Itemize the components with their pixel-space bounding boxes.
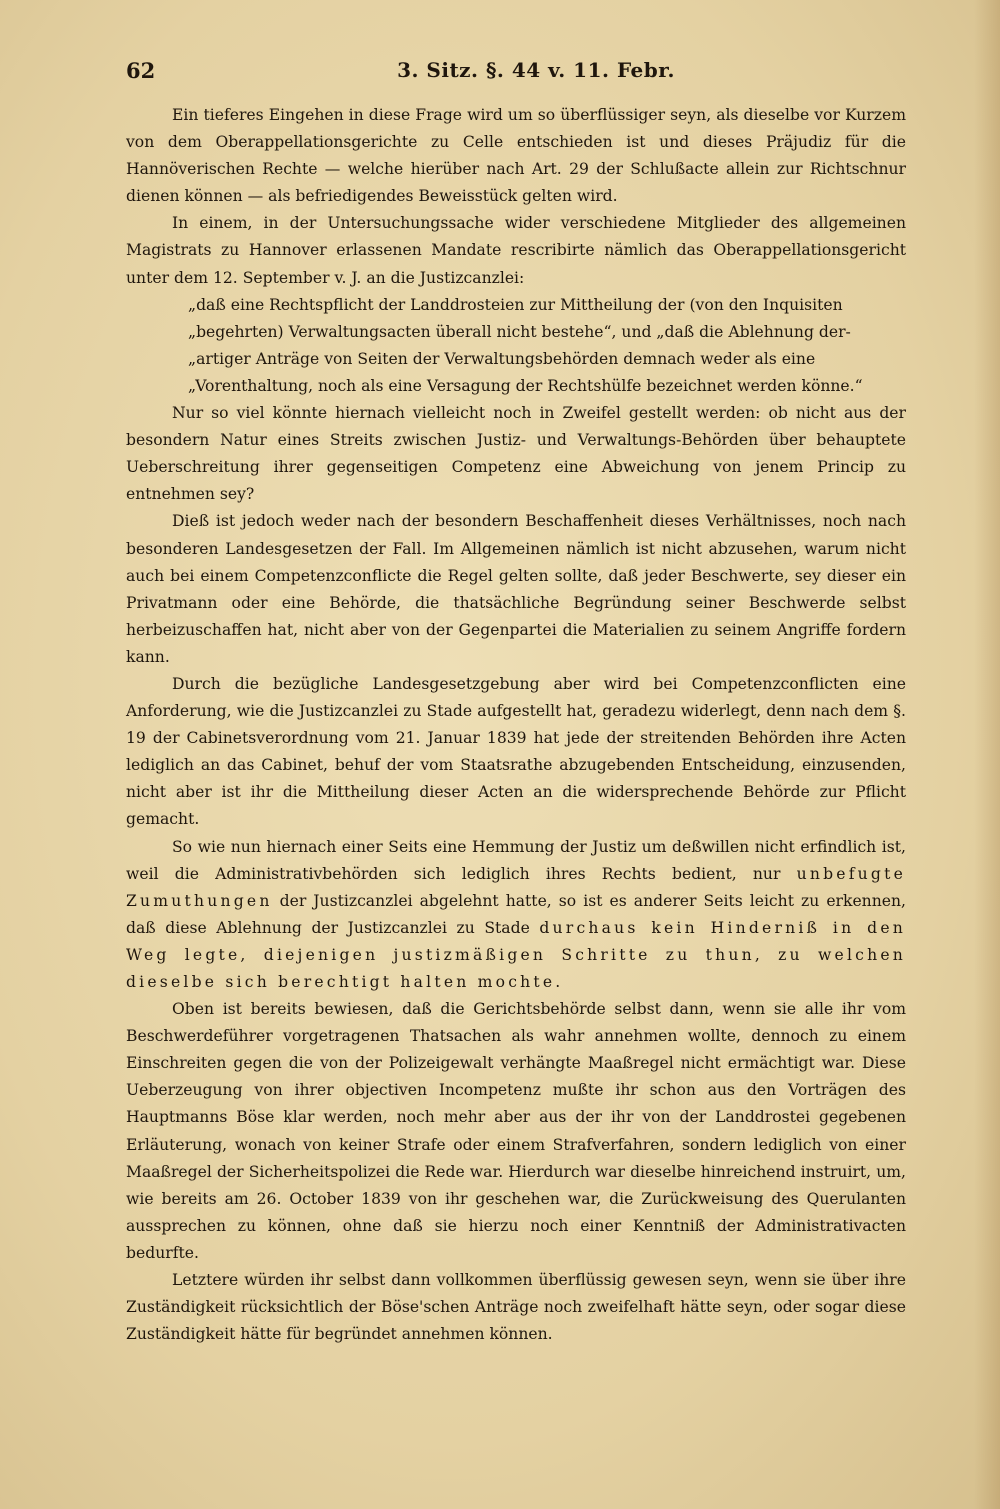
spaced-emphasis: unbefugte Zumuthungen <box>126 864 906 910</box>
text-run: So wie nun hiernach einer Seits eine Hemmung der Justiz um deßwillen nicht erfindlich ist, weil die Administrativbehörden sich lediglich ihres Rechts bedient, nur <box>126 837 906 883</box>
quote-line: „Vorenthaltung, noch als eine Versagung der Rechtshülfe bezeichnet werden könne.“ <box>188 376 863 395</box>
quote-line: „begehrten) Verwaltungsacten überall nicht bestehe“, und „daß die Ablehnung der- <box>188 322 851 341</box>
block-quote <box>188 292 906 400</box>
page-header <box>126 58 906 102</box>
spaced-emphasis: durchaus kein Hinderniß in den Weg legte, diejenigen justizmäßigen Schritte zu thun, zu welchen dieselbe sich berechtigt halten mochte. <box>126 918 906 991</box>
quote-line: „artiger Anträge von Seiten der Verwaltungsbehörden demnach weder als eine <box>188 349 816 368</box>
running-head: 3. Sitz. §. 44 v. 11. Febr. <box>397 58 675 82</box>
paragraph: Durch die bezügliche Landesgesetzgebung aber wird bei Competenzconflicten eine Anforderung, wie die Justizcanzlei zu Stade aufgestellt hat, geradezu widerlegt, denn nach dem §. 19 der Cabinetsverordnung vom 21. Januar 1839 hat jede der streitenden Behörden ihre Acten lediglich an das Cabinet, behuf der vom Staatsrathe abzugebenden Entscheidung, einzusenden, nicht aber ist ihr die Mittheilung dieser Acten an die widersprechende Behörde zur Pflicht gemacht. <box>126 674 906 829</box>
paragraph: Oben ist bereits bewiesen, daß die Gerichtsbehörde selbst dann, wenn sie alle ihr vom Beschwerdeführer vorgetragenen Thatsachen als wahr annehmen wollte, dennoch zu einem Einschreiten gegen die von der Polizeigewalt verhängte Maaßregel nicht ermächtigt war. Diese Ueberzeugung von ihrer objectiven Incompetenz mußte ihr schon aus den Vorträgen des Hauptmanns Böse klar werden, noch mehr aber aus der ihr von der Landdrostei gegebenen Erläuterung, wonach von keiner Strafe oder einem Strafverfahren, sondern lediglich von einer Maaßregel der Sicherheitspolizei die Rede war. Hierdurch war dieselbe hinreichend instruirt, um, wie bereits am 26. October 1839 von ihr geschehen war, die Zurückweisung des Querulanten aussprechen zu können, ohne daß sie hierzu noch einer Kenntniß der Administrativacten bedurfte. <box>126 1000 906 1262</box>
paragraph: In einem, in der Untersuchungssache wider verschiedene Mitglieder des allgemeinen Magistrats zu Hannover erlassenen Mandate rescribirte nämlich das Oberappellationsgericht unter dem 12. September v. J. an die Justizcanzlei: <box>126 214 906 287</box>
paragraph: Letztere würden ihr selbst dann vollkommen überflüssig gewesen seyn, wenn sie über ihre Zuständigkeit rücksichtlich der Böse'schen Anträge noch zweifelhaft hätte seyn, oder sogar diese Zuständigkeit hätte für begründet annehmen können. <box>126 1271 906 1344</box>
paragraph: Ein tieferes Eingehen in diese Frage wird um so überflüssiger seyn, als dieselbe vor Kurzem von dem Oberappellationsgerichte zu Celle entschieden ist und dieses Präjudiz für die Hannöverischen Rechte — welche hierüber nach Art. 29 der Schlußacte allein zur Richtschnur dienen können — als befriedigendes Beweisstück gelten wird. <box>126 106 906 206</box>
quote-line: „daß eine Rechtspflicht der Landdrosteien zur Mittheilung der (von den Inquisiten <box>188 295 843 314</box>
text-run: der Justizcanzlei abgelehnt hatte, so ist es anderer Seits leicht zu erkennen, daß diese Ablehnung der Justizcanzlei zu Stade <box>126 891 906 937</box>
book-page <box>126 58 906 1348</box>
page-body <box>126 102 906 1348</box>
paragraph <box>126 834 906 997</box>
paragraph: Nur so viel könnte hiernach vielleicht noch in Zweifel gestellt werden: ob nicht aus der besondern Natur eines Streits zwischen Justiz- und Verwaltungs-Behörden über behauptete Ueberschreitung ihrer gegenseitigen Competenz eine Abweichung von jenem Princip zu entnehmen sey? <box>126 404 906 504</box>
page-edge-shadow <box>974 0 1000 1509</box>
paragraph: Dieß ist jedoch weder nach der besondern Beschaffenheit dieses Verhältnisses, noch nach besonderen Landesgesetzen der Fall. Im Allgemeinen nämlich ist nicht abzusehen, warum nicht auch bei einem Competenzconflicte die Regel gelten sollte, daß jeder Beschwerte, sey dieser ein Privatmann oder eine Behörde, die thatsächliche Begründung seiner Beschwerde selbst herbeizuschaffen hat, nicht aber von der Gegenpartei die Materialien zu seinem Angriffe fordern kann. <box>126 512 906 666</box>
page-number: 62 <box>126 58 156 83</box>
